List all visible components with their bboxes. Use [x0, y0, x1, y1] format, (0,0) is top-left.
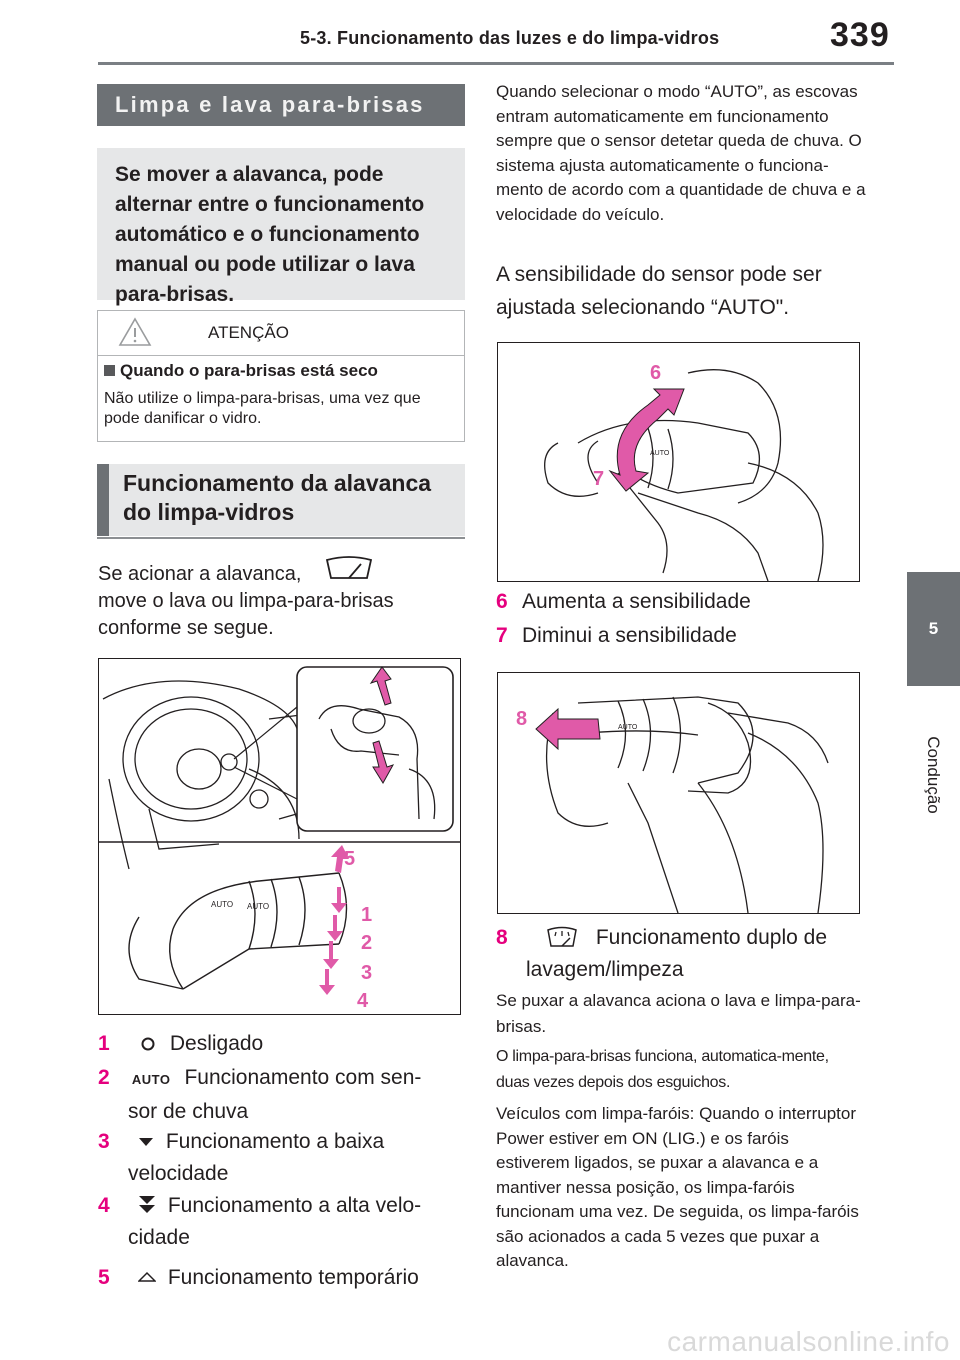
- page-number: 339: [830, 16, 890, 54]
- list-item-8: [496, 922, 866, 986]
- warning-title: ATENÇÃO: [208, 323, 289, 342]
- section-bar: Limpa e lava para-brisas: [97, 84, 465, 126]
- washer-paragraph-2: O limpa-para-brisas funciona, automatica-mente, duas vezes depois dos esguichos.: [496, 1048, 829, 1091]
- headlamp-cleaner-paragraph: Veículos com limpa-faróis: Quando o interruptor Power estiver em ON (LIG.) e os faróis estiverem ligados, se puxar a alavanca e a mantiver nessa posição, os limpa-faróis funcionam uma vez. De seguida, os limpa-faróis são acionados a cada 5 vezes que puxar a alavanca.: [496, 1104, 859, 1270]
- svg-text:AUTO: AUTO: [247, 902, 270, 911]
- item-text: Funcionamento temporário: [167, 1266, 419, 1289]
- square-bullet-icon: [104, 365, 115, 376]
- warning-header: [98, 311, 464, 356]
- warning-triangle-icon: [118, 317, 152, 347]
- list-item-6: [496, 586, 866, 618]
- warning-subheading: [104, 361, 378, 381]
- item-number: 3: [98, 1130, 110, 1153]
- fig1-label-1: 1: [361, 904, 373, 926]
- list-item-2: [98, 1062, 468, 1128]
- chapter-tab[interactable]: 5: [907, 572, 960, 686]
- svg-text:AUTO: AUTO: [650, 450, 670, 457]
- item-number: 1: [98, 1032, 110, 1055]
- item-text: Funcionamento a alta velo-: [167, 1194, 422, 1217]
- warning-subheading-text: Quando o para-brisas está seco: [120, 361, 378, 380]
- washer-illustration: [498, 673, 859, 913]
- list-item-5: [98, 1262, 468, 1294]
- double-arrow-down-icon: [138, 1195, 156, 1215]
- sensitivity-paragraph: A sensibilidade do sensor pode ser ajustada selecionando “AUTO".: [496, 263, 822, 319]
- intro-box: Se mover a alavanca, pode alternar entre o funcionamento automático e o funcionamento manual ou pode utilizar o lava para-brisas.: [97, 148, 465, 300]
- wiper-icon: [323, 556, 375, 582]
- header-divider: [98, 62, 894, 65]
- figure-lever-overview: [98, 658, 461, 1015]
- figure-sensitivity: [497, 342, 860, 582]
- item-text: Funcionamento duplo de: [595, 926, 828, 949]
- lever-paragraph: [98, 556, 468, 642]
- svg-text:AUTO: AUTO: [211, 900, 234, 909]
- item-text-cont: cidade: [128, 1226, 190, 1249]
- auto-mode-paragraph: Quando selecionar o modo “AUTO”, as escovas entram automaticamente em funcionamento sempre que o sensor detetar queda de chuva. O sistema ajusta automaticamente o funciona-mento de acordo com a quantidade de chuva e a velocidade do veículo.: [496, 82, 866, 224]
- figure-washer: [497, 672, 860, 914]
- item-text-cont: sor de chuva: [128, 1100, 249, 1123]
- fig1-label-3: 3: [361, 962, 373, 984]
- list-item-1: [98, 1028, 468, 1060]
- washer-paragraph-1: Se puxar a alavanca aciona o lava e limpa-para-brisas.: [496, 991, 861, 1036]
- item-number: 4: [98, 1194, 110, 1217]
- list-item-7: [496, 620, 866, 652]
- fig1-label-5: 5: [344, 848, 356, 870]
- fig3-label-8: 8: [516, 708, 528, 730]
- item-text: Aumenta a sensibilidade: [522, 590, 751, 613]
- subsection-heading: Funcionamento da alavanca do limpa-vidros: [97, 464, 465, 536]
- lever-paragraph-part2: move o lava ou limpa-para-brisas conforme se segue.: [98, 590, 394, 639]
- item-text-cont: velocidade: [128, 1162, 229, 1185]
- section-title: 5-3. Funcionamento das luzes e do limpa-vidros: [300, 28, 720, 48]
- item-text: Funcionamento com sen-: [184, 1066, 422, 1089]
- item-text: Desligado: [169, 1032, 264, 1055]
- lever-paragraph-part1: Se acionar a alavanca,: [98, 563, 302, 585]
- item-number: 6: [496, 590, 508, 613]
- heading-rule: [97, 537, 465, 539]
- warning-body: Não utilize o limpa-para-brisas, uma vez que pode danificar o vidro.: [104, 390, 421, 427]
- item-text: Diminui a sensibilidade: [522, 624, 737, 647]
- item-text-cont: lavagem/limpeza: [526, 958, 684, 981]
- warning-box: [97, 310, 465, 442]
- chapter-label-text: Condução: [924, 736, 943, 814]
- fig2-label-7: 7: [593, 468, 605, 490]
- mist-caret-icon: [138, 1271, 156, 1283]
- item-number: 2: [98, 1066, 110, 1089]
- washer-wiper-icon: [546, 926, 578, 948]
- watermark: carmanualsonline.info: [667, 1326, 950, 1357]
- chapter-label: [908, 700, 958, 850]
- svg-text:AUTO: AUTO: [618, 724, 638, 731]
- item-number: 7: [496, 624, 508, 647]
- single-arrow-down-icon: [138, 1136, 154, 1148]
- item-number: 5: [98, 1266, 110, 1289]
- lever-overview-illustration: [99, 659, 460, 1014]
- fig1-label-2: 2: [361, 932, 373, 954]
- item-text: Funcionamento a baixa: [165, 1130, 385, 1153]
- fig1-label-4: 4: [357, 990, 369, 1012]
- auto-icon: AUTO: [131, 1072, 171, 1087]
- list-item-3: [98, 1126, 468, 1190]
- fig2-label-6: 6: [650, 362, 662, 384]
- off-circle-icon: [140, 1036, 156, 1052]
- sensitivity-illustration: [498, 343, 859, 581]
- item-number: 8: [496, 926, 508, 949]
- list-item-4: [98, 1190, 468, 1254]
